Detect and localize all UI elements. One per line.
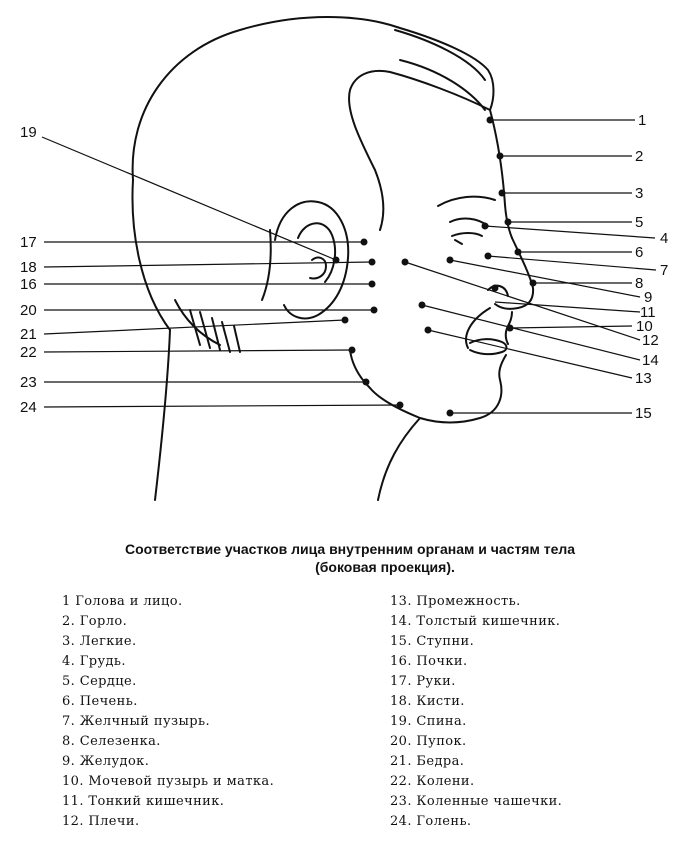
- legend-item: 4. Грудь.: [62, 654, 126, 669]
- legend-item: 5. Сердце.: [62, 674, 137, 689]
- legend-item: 7. Желчный пузырь.: [62, 714, 210, 729]
- marker-label-3: 3: [635, 185, 644, 202]
- legend-item: 10. Мочевой пузырь и матка.: [62, 774, 275, 789]
- marker-label-2: 2: [635, 148, 644, 165]
- marker-dot: [369, 281, 376, 288]
- legend-item: 3. Легкие.: [62, 634, 137, 649]
- legend-item: 11. Тонкий кишечник.: [62, 794, 225, 809]
- marker-dot: [515, 249, 522, 256]
- marker-label-21: 21: [20, 326, 37, 343]
- marker-dot: [492, 285, 499, 292]
- legend-item: 24. Голень.: [390, 814, 472, 829]
- marker-dot: [419, 302, 426, 309]
- legend-item: 2. Горло.: [62, 614, 128, 629]
- legend-item: 8. Селезенка.: [62, 734, 161, 749]
- marker-label-23: 23: [20, 374, 37, 391]
- marker-dot: [342, 317, 349, 324]
- marker-label-13: 13: [635, 370, 652, 387]
- marker-dot: [507, 325, 514, 332]
- legend-item: 21. Бедра.: [390, 754, 465, 769]
- caption-line-1: Соответствие участков лица внутренним органам и частям тела: [124, 541, 576, 557]
- marker-label-10: 10: [636, 318, 653, 335]
- caption-line-2: (боковая проекция).: [315, 559, 455, 575]
- marker-label-1: 1: [638, 112, 647, 129]
- marker-dot: [530, 280, 537, 287]
- marker-label-6: 6: [635, 244, 644, 261]
- marker-label-15: 15: [635, 405, 652, 422]
- marker-dot: [505, 219, 512, 226]
- legend-left-column: [62, 592, 274, 832]
- marker-dot: [499, 190, 506, 197]
- legend-item: 1 Голова и лицо.: [62, 594, 183, 609]
- marker-dot: [447, 257, 454, 264]
- marker-label-9: 9: [644, 289, 653, 306]
- marker-dot: [485, 253, 492, 260]
- marker-label-8: 8: [635, 275, 644, 292]
- legend-item: 15. Ступни.: [390, 634, 475, 649]
- marker-label-4: 4: [660, 230, 669, 247]
- legend-item: 16. Почки.: [390, 654, 468, 669]
- legend-item: 6. Печень.: [62, 694, 138, 709]
- marker-labels: [20, 112, 668, 422]
- marker-label-19: 19: [20, 124, 37, 141]
- legend-item: 14. Толстый кишечник.: [390, 614, 561, 629]
- marker-label-17: 17: [20, 234, 37, 251]
- marker-label-18: 18: [20, 259, 37, 276]
- diagram-caption: [0, 540, 700, 576]
- marker-dot: [333, 257, 340, 264]
- marker-dot: [487, 117, 494, 124]
- legend-item: 20. Пупок.: [390, 734, 467, 749]
- marker-dot: [425, 327, 432, 334]
- marker-label-5: 5: [635, 214, 644, 231]
- legend-item: 13. Промежность.: [390, 594, 521, 609]
- marker-label-14: 14: [642, 352, 659, 369]
- legend-item: 9. Желудок.: [62, 754, 150, 769]
- legend-item: 23. Коленные чашечки.: [390, 794, 563, 809]
- marker-dot: [371, 307, 378, 314]
- leader-lines: [42, 120, 656, 413]
- marker-label-11: 11: [640, 304, 656, 321]
- legend-item: 22. Колени.: [390, 774, 475, 789]
- marker-dot: [447, 410, 454, 417]
- marker-label-22: 22: [20, 344, 37, 361]
- marker-label-16: 16: [20, 276, 37, 293]
- marker-dot: [349, 347, 356, 354]
- legend-item: 12. Плечи.: [62, 814, 140, 829]
- legend-item: 19. Спина.: [390, 714, 467, 729]
- marker-dot: [397, 402, 404, 409]
- legend-item: 18. Кисти.: [390, 694, 465, 709]
- marker-label-7: 7: [660, 262, 669, 279]
- marker-dot: [369, 259, 376, 266]
- marker-label-20: 20: [20, 302, 37, 319]
- marker-dot: [361, 239, 368, 246]
- legend-right-column: [390, 592, 562, 832]
- marker-dot: [482, 223, 489, 230]
- marker-label-24: 24: [20, 399, 37, 416]
- legend-item: 17. Руки.: [390, 674, 456, 689]
- marker-dot: [402, 259, 409, 266]
- marker-label-12: 12: [642, 332, 659, 349]
- marker-dots: [333, 117, 537, 417]
- marker-dot: [363, 379, 370, 386]
- marker-dot: [497, 153, 504, 160]
